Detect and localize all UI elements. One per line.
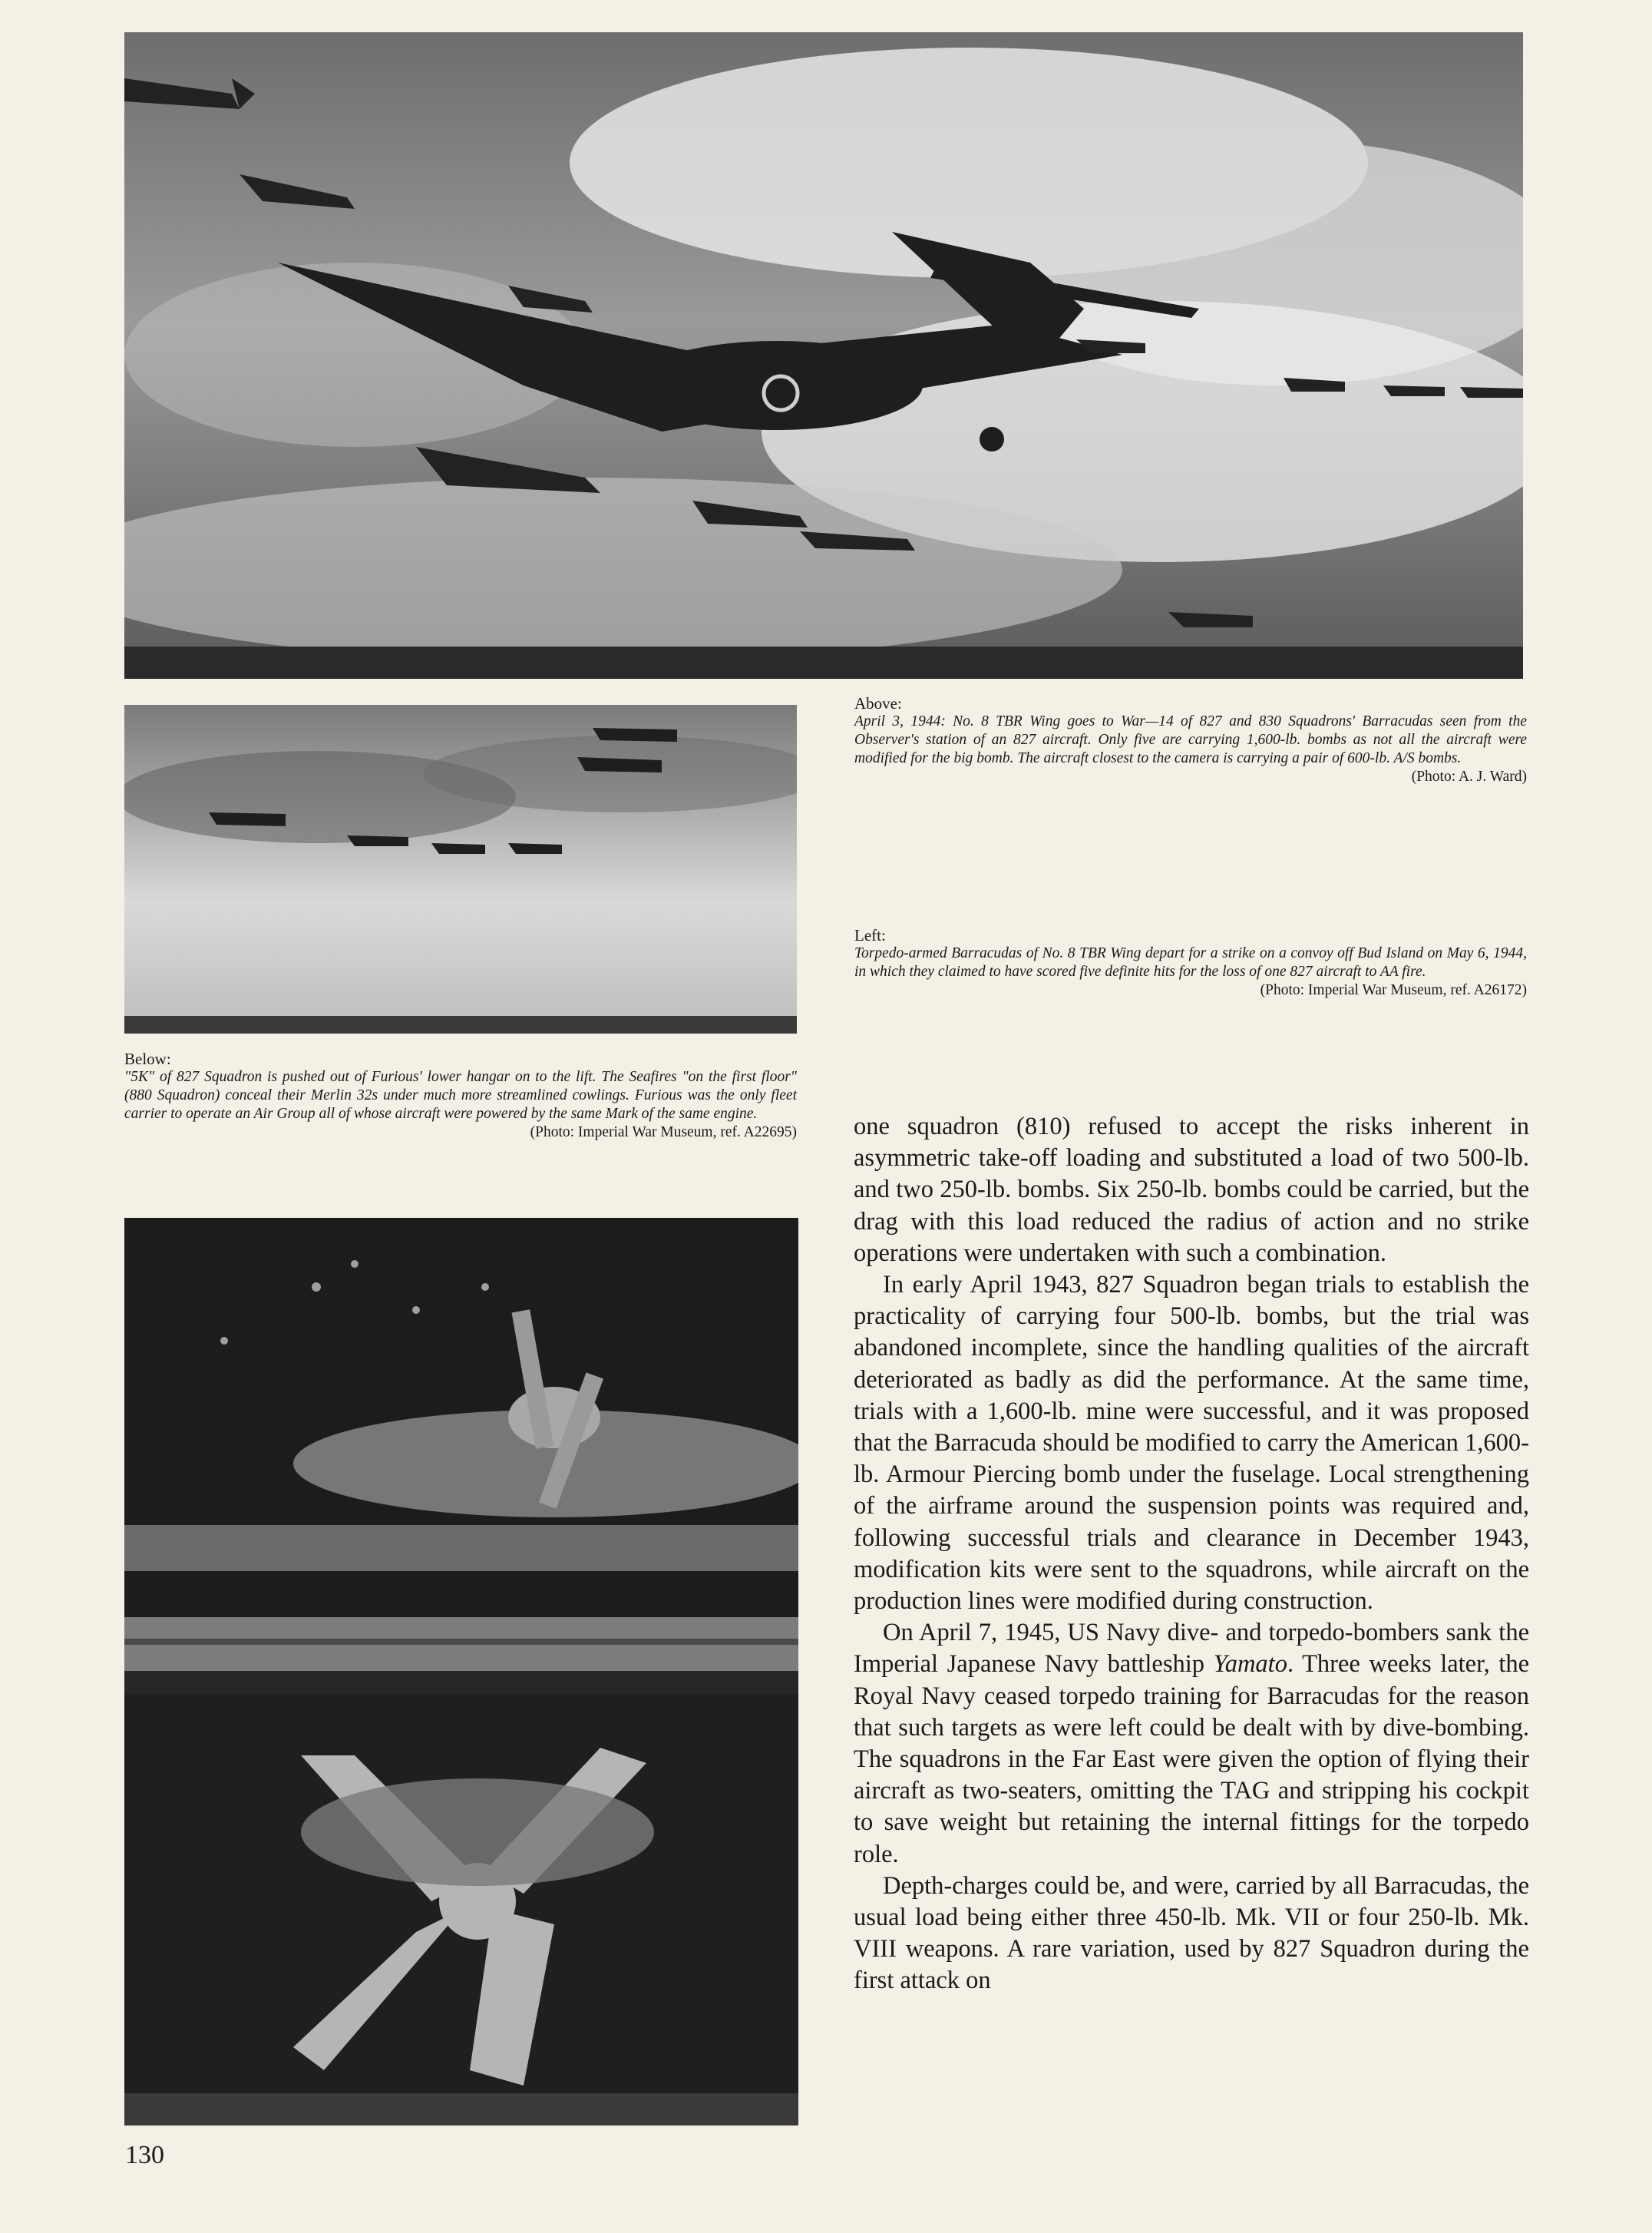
page-number: 130 (125, 2141, 164, 2169)
caption-left-credit: (Photo: Imperial War Museum, ref. A26172) (1260, 982, 1527, 998)
caption-below-label: Below: (124, 1050, 171, 1068)
article-paragraph: Depth-charges could be, and were, carried by all Barracudas, the usual load being either three 450-lb. Mk. VII or four 250-lb. Mk. VIII weapons. A rare variation, used by 827 Squadron during the first attack on (854, 1871, 1529, 1995)
article-paragraph: In early April 1943, 827 Squadron began trials to establish the practicality of carrying four 500-lb. bombs, but the trial was abandoned incomplete, since the handling qualities of the aircraft deteriorated as badly as did the performance. At the same time, trials with a 1,600-lb. mine were successful, and it was proposed that the Barracuda should be modified to carry the American 1,600-lb. Armour Piercing bomb under the fuselage. Local strengthening of the airframe around the suspension points was required and, following successful trials and clearance in December 1943, modification kits were sent to the squadrons, while aircraft on the production lines were modified during construction. (854, 1271, 1529, 1616)
caption-below-text: "5K" of 827 Squadron is pushed out of Furious' lower hangar on to the lift. The Seafires "on the first floor" (880 Squadron) conceal their Merlin 32s under much more streamlined cowlings. Furious was the only fleet carrier to operate an Air Group all of whose aircraft were powered by the same Mark of the same engine. (124, 1069, 797, 1122)
hangar-photo-image (124, 1218, 798, 2125)
article-text-span: . Three weeks later, the Royal Navy ceased torpedo training for Barracudas for the reason that such targets as were left could be dealt with by dive-bombing. The squadrons in the Far East were given the option of flying their aircraft as two-seaters, omitting the TAG and stripping his cockpit to save weight but retaining the internal fittings for the torpedo role. (854, 1650, 1530, 1868)
article-paragraph: one squadron (810) refused to accept the risks inherent in asymmetric take-off loading and substituted a load of two 500-lb. and two 250-lb. bombs. Six 250-lb. bombs could be carried, but the drag with this load reduced the radius of action and no strike operations were undertaken with such a combination. (854, 1113, 1529, 1267)
formation-photo-image (124, 32, 1523, 679)
caption-below-credit: (Photo: Imperial War Museum, ref. A22695) (530, 1124, 797, 1140)
caption-below (124, 1050, 797, 1142)
article-text-span: On April 7, 1945, US Navy dive- and torpedo-bombers sank the Imperial Japanese Navy battleship (854, 1619, 1529, 1679)
photo-hangar-below (124, 1218, 798, 2125)
caption-above-credit: (Photo: A. J. Ward) (1411, 769, 1527, 785)
caption-above-label: Above: (854, 694, 902, 713)
caption-left-text: Torpedo-armed Barracudas of No. 8 TBR Wing depart for a strike on a convoy off Bud Island on May 6, 1944, in which they claimed to have scored five definite hits for the loss of one 827 aircraft to AA fire. (854, 945, 1527, 980)
caption-above-text: April 3, 1944: No. 8 TBR Wing goes to War—14 of 827 and 830 Squadrons' Barracudas seen from the Observer's station of an 827 aircraft. Only five are carrying 1,600-lb. bombs as not all the aircraft were modified for the big bomb. The aircraft closest to the camera is carrying a pair of 600-lb. A/S bombs. (854, 713, 1527, 766)
article-body (854, 1111, 1529, 1997)
torpedo-strike-photo-image (124, 705, 797, 1034)
caption-above (854, 694, 1527, 786)
photo-formation-left (124, 705, 797, 1034)
article-paragraph-yamato (854, 1617, 1529, 1871)
caption-left (854, 926, 1527, 1000)
photo-formation-above (124, 32, 1523, 679)
ship-name-yamato: Yamato (1213, 1650, 1287, 1679)
caption-left-label: Left: (854, 926, 886, 944)
